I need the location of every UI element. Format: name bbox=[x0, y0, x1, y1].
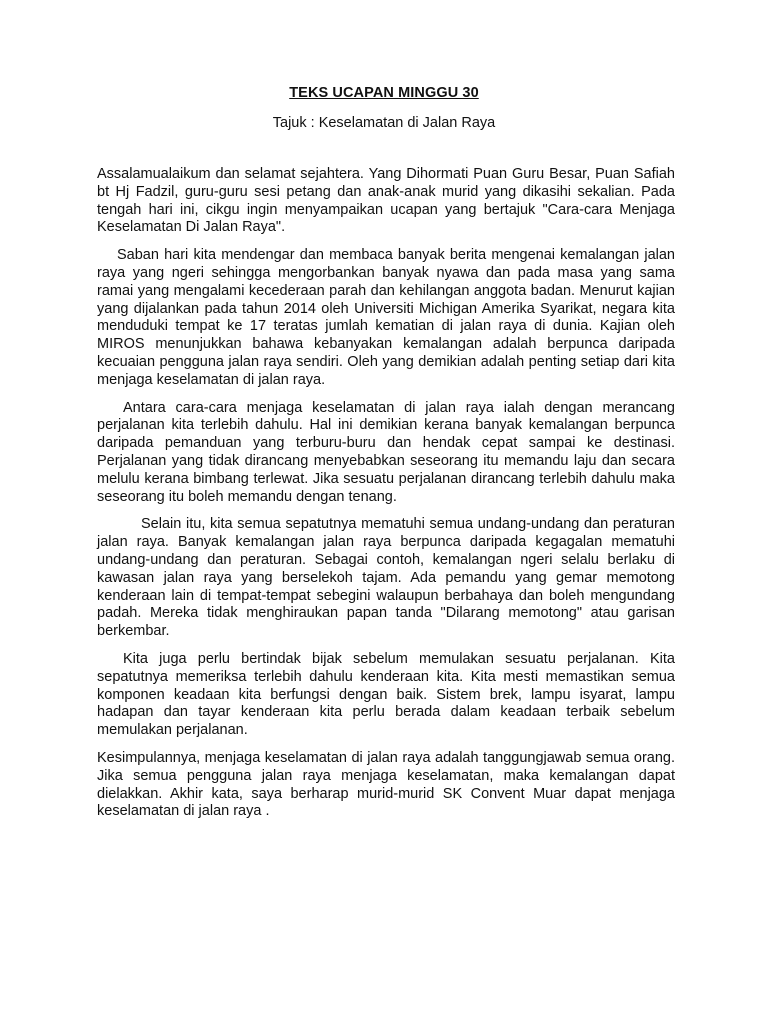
paragraph-obey-rules: Selain itu, kita semua sepatutnya mematuhi semua undang-undang dan peraturan jalan raya. Banyak kemalangan jalan raya berpunca daripada kegagalan mematuhi undang-undang dan peraturan. Sebagai contoh, kemalangan ngeri selalu berlaku di kawasan jalan raya yang berselekoh tajam. Ada pemandu yang gemar memotong kenderaan lain di tempat-tempat sebegini walaupun berbahaya dan boleh mengundang padah. Mereka tidak menghiraukan papan tanda "Dilarang memotong" atau garisan berkembar. bbox=[97, 516, 675, 640]
paragraph-conclusion: Kesimpulannya, menjaga keselamatan di jalan raya adalah tanggungjawab semua orang. Jika semua pengguna jalan raya menjaga keselamatan, maka kemalangan dapat dielakkan. Akhir kata, saya berharap murid-murid SK Convent Muar dapat menjaga keselamatan di jalan raya . bbox=[97, 749, 675, 820]
paragraph-greeting: Assalamualaikum dan selamat sejahtera. Yang Dihormati Puan Guru Besar, Puan Safiah bt Hj Fadzil, guru-guru sesi petang dan anak-anak murid yang dikasihi sekalian. Pada tengah hari ini, cikgu ingin menyampaikan ucapan yang bertajuk "Cara-cara Menjaga Keselamatan Di Jalan Raya". bbox=[97, 166, 675, 236]
paragraph-check-vehicle: Kita juga perlu bertindak bijak sebelum memulakan sesuatu perjalanan. Kita sepatutnya memeriksa terlebih dahulu kenderaan kita. Kita mesti memastikan semua komponen keadaan kita berfungsi dengan baik. Sistem brek, lampu isyarat, lampu hadapan dan tayar kenderaan kita perlu berada dalam keadaan terbaik sebelum memulakan perjalanan. bbox=[97, 650, 675, 739]
paragraph-plan-journey: Antara cara-cara menjaga keselamatan di jalan raya ialah dengan merancang perjalanan kita terlebih dahulu. Hal ini demikian kerana banyak kemalangan berpunca daripada pemanduan yang terburu-buru dan hendak cepat sampai ke destinasi. Perjalanan yang tidak dirancang menyebabkan seseorang itu memandu laju dan secara melulu kerana bimbang terlewat. Jika sesuatu perjalanan dirancang terlebih dahulu maka seseorang itu boleh memandu dengan tenang. bbox=[97, 399, 675, 505]
paragraph-introduction: Saban hari kita mendengar dan membaca banyak berita mengenai kemalangan jalan raya yang ngeri sehingga mengorbankan banyak nyawa dan pada masa yang sama ramai yang mengalami kecederaan parah dan kehilangan anggota badan. Menurut kajian yang dijalankan pada tahun 2014 oleh Universiti Michigan Amerika Syarikat, negara kita menduduki tempat ke 17 teratas jumlah kematian di jalan raya di dunia. Kajian oleh MIROS menunjukkan bahawa kebanyakan kemalangan adalah berpunca daripada kecuaian pengguna jalan raya sendiri. Oleh yang demikian adalah penting setiap dari kita menjaga keselamatan di jalan raya. bbox=[97, 247, 675, 388]
document-title: TEKS UCAPAN MINGGU 30 bbox=[289, 85, 479, 101]
document-subtitle: Tajuk : Keselamatan di Jalan Raya bbox=[272, 115, 496, 131]
speech-body bbox=[97, 166, 675, 831]
